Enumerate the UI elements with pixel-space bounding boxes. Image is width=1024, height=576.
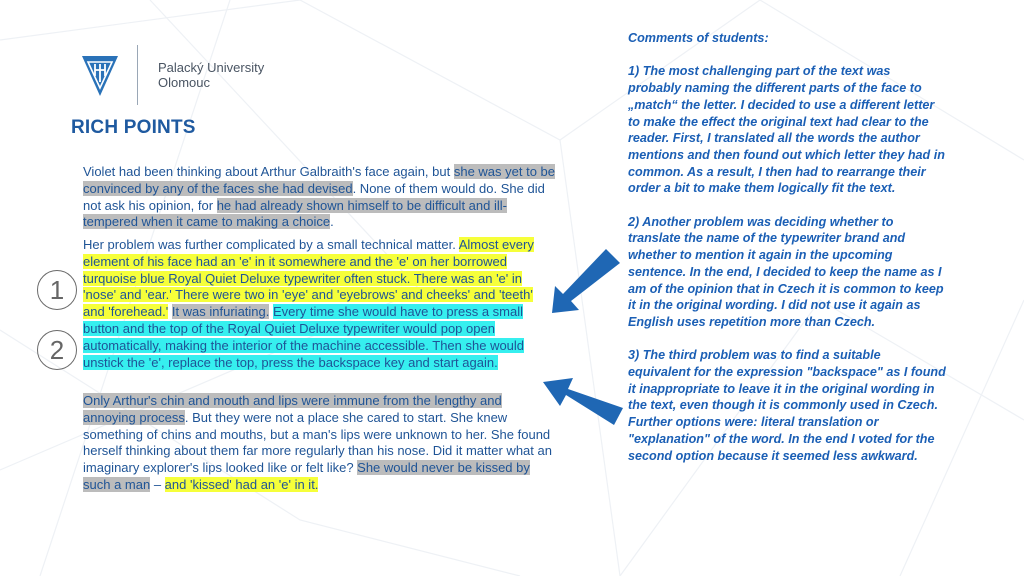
text-run-none: . [330, 214, 334, 230]
marker-circle-1: 1 [37, 270, 77, 310]
text-run-none: Violet had been thinking about Arthur Galbraith's face again, but [83, 164, 454, 179]
text-run-none: . But they were not a place she cared to start. She knew something of chins and mouths, but a man's lips were unknown to her. She found herself thinking about them far more regularly than his nose. Did it matter what an imaginary explorer's lips looked like or felt like? [83, 409, 552, 476]
text-run-gray: Only Arthur's chin and mouth and lips were immune from the lengthy and annoying process [83, 393, 502, 425]
logo-divider [137, 45, 138, 105]
text-run-cyan: Every time she would have to press a small button and the top of the Royal Quiet Deluxe typewriter would pop open automatically, making the interior of the machine accessible. Then she would unstick the 'e', replace the top, press the backspace key and start again. [83, 304, 525, 370]
passage-paragraph-2 [83, 237, 555, 371]
university-logo-icon [80, 54, 120, 98]
text-run-yellow: and 'kissed' had an 'e' in it. [164, 476, 319, 492]
text-run-none: – [150, 476, 165, 492]
comments-heading: Comments of students: [628, 31, 769, 45]
text-run-none: Her problem was further complicated by a small technical matter. [83, 237, 459, 252]
marker-circle-2: 2 [37, 330, 77, 370]
text-run-gray: It was infuriating. [171, 304, 270, 320]
comment-item: 1) The most challenging part of the text was probably naming the different parts of the face to „match“ the letter. I decided to use a different letter to make the effect the original text had clear to the reader. First, I translated all the words the author mentions and then found out which letter they had in common. As a result, I then had to rearrange their order a bit to make them logically fit the text. [628, 64, 945, 196]
university-name-line2: Olomouc [158, 75, 211, 90]
passage-paragraph-1 [83, 164, 555, 231]
text-run-none: . None of them would do. She did not ask his opinion, for [83, 180, 545, 213]
passage-paragraph-3 [83, 393, 555, 494]
student-comments [628, 30, 946, 481]
university-name [158, 60, 264, 90]
slide-title: RICH POINTS [71, 117, 196, 138]
comment-item: 2) Another problem was deciding whether to translate the name of the typewriter brand and whether to mention it again in the upcoming sentence. In the end, I decided to keep the name as I am of the opinion that in Czech it is common to keep it in the original wording. I did not use it again as English uses repetition more than Czech. [628, 214, 944, 329]
comment-item: 3) The third problem was to find a suitable equivalent for the expression "backspace" as I found it inappropriate to leave it in the original wording in the text, even though it is commonly used in Czech. Further options were: literal translation or "explanation" of the word. In the end I voted for the second option because it seemed less awkward. [628, 348, 946, 463]
text-run-gray: She would never be kissed by such a man [83, 460, 530, 492]
text-run-gray: he had already shown himself to be difficult and ill-tempered when it came to making a choice [83, 197, 507, 230]
text-run-yellow: Almost every element of his face had an 'e' in it somewhere and the 'e' on her borrowed turquoise blue Royal Quiet Deluxe typewriter often stuck. There was an 'e' in 'nose' and 'ear.' There were two in 'eye' and 'eyebrows' and cheeks' and 'teeth' and 'forehead.' [83, 237, 534, 320]
university-name-line1: Palacký University [158, 60, 265, 75]
text-run-gray: she was yet to be convinced by any of the faces she had devised [83, 164, 556, 196]
